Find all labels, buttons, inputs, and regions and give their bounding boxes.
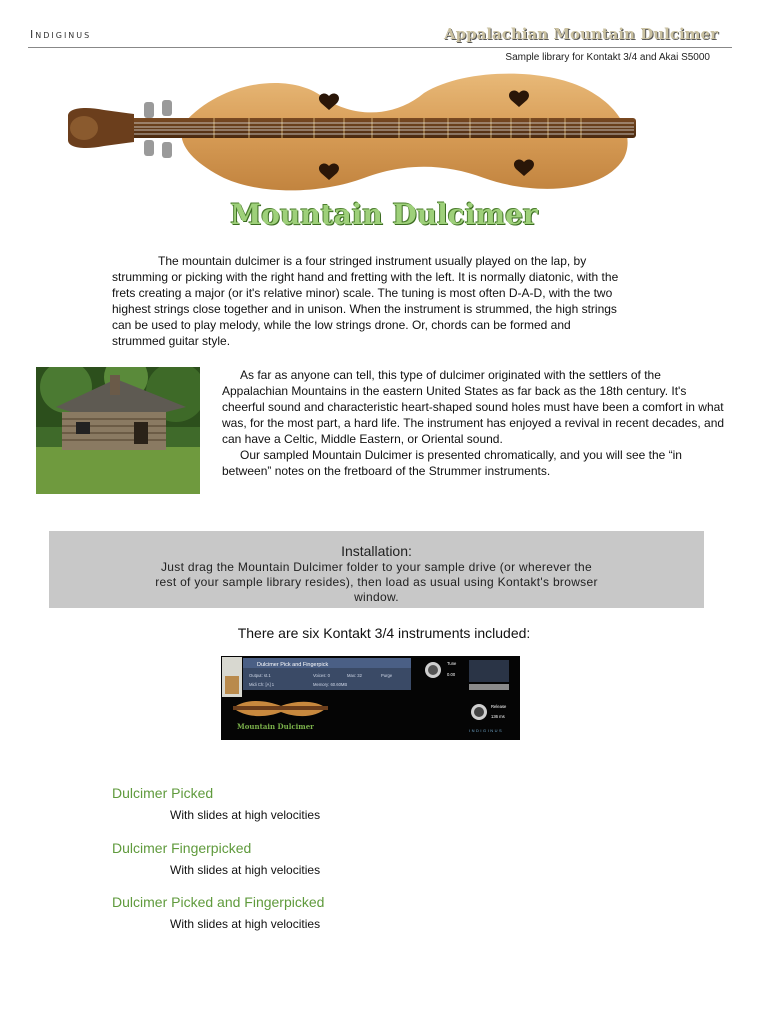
installation-title: Installation:	[341, 543, 412, 559]
main-title: Mountain Dulcimer	[230, 198, 538, 231]
kontakt-panel-screenshot	[221, 656, 520, 740]
kontakt-release-label: Release	[491, 704, 507, 709]
kontakt-purge-label: Purge	[381, 673, 393, 678]
instrument-description: With slides at high velocities	[170, 863, 321, 877]
brand-name: Indiginus	[30, 28, 92, 41]
installation-box	[49, 531, 704, 608]
sample-paragraph: Our sampled Mountain Dulcimer is presented chromatically, and you will see the “in between” notes on the fretboard of the Strummer instruments.	[222, 448, 682, 478]
instrument-name: Dulcimer Picked	[112, 785, 214, 801]
instrument-description: With slides at high velocities	[170, 917, 321, 931]
document-title: Appalachian Mountain Dulcimer	[444, 25, 718, 43]
intro-text: The mountain dulcimer is a four stringed instrument usually played on the lap, by strumming or picking with the right hand and fretting with the left. It is normally diatonic, with the frets creating a major (or it's relative minor) scale. The tuning is most often D-A-D, with the two highest strings close together and in unison. When the instrument is strummed, the high strings can be used to play melody, while the low strings drone. Or, chords can be formed and strummed guitar style.	[112, 254, 619, 348]
instrument-description: With slides at high velocities	[170, 808, 321, 822]
kontakt-brand-text: INDIGINUS	[469, 728, 504, 733]
kontakt-memory-label: Memory: 60.60MB	[313, 682, 348, 687]
header-divider	[28, 47, 732, 48]
kontakt-release-value: 136 ms	[491, 714, 505, 719]
instrument-name: Dulcimer Picked and Fingerpicked	[112, 894, 325, 910]
kontakt-voices-label: Voices: 0	[313, 673, 330, 678]
kontakt-max-label: Max: 32	[347, 673, 362, 678]
document-subtitle: Sample library for Kontakt 3/4 and Akai S5000	[505, 52, 710, 63]
instrument-count-line: There are six Kontakt 3/4 instruments included:	[237, 625, 531, 641]
history-paragraph: As far as anyone can tell, this type of dulcimer originated with the settlers of the Appalachian Mountains in the eastern United States as far back as the 18th century. It's cheerful sound and characteristic heart-shaped sound holes must have been a comfort in what was, for the most part, a hard life. The instrument has enjoyed a revival in recent decades, and can have a Celtic, Middle Eastern, or Oriental sound.	[222, 368, 725, 446]
kontakt-tune-value: 0.00	[447, 672, 456, 677]
history-section	[222, 367, 728, 479]
log-cabin-photo	[36, 367, 200, 494]
dulcimer-photo	[64, 68, 642, 198]
kontakt-midi-label: Midi Ch: [A] 1	[249, 682, 275, 687]
dulcimer-thumbnail-icon	[225, 676, 239, 694]
kontakt-instrument-name: Dulcimer Pick and Fingerpick	[257, 662, 329, 668]
installation-text: Just drag the Mountain Dulcimer folder to your sample drive (or wherever the rest of your sample library resides), then load as usual using Kontakt's browser window.	[155, 560, 598, 604]
instrument-name: Dulcimer Fingerpicked	[112, 840, 252, 856]
kontakt-output-label: Output: st.1	[249, 673, 271, 678]
kontakt-logo-text: Mountain Dulcimer	[237, 722, 314, 731]
kontakt-tune-label: Tune	[447, 661, 457, 666]
intro-paragraph	[112, 253, 624, 349]
